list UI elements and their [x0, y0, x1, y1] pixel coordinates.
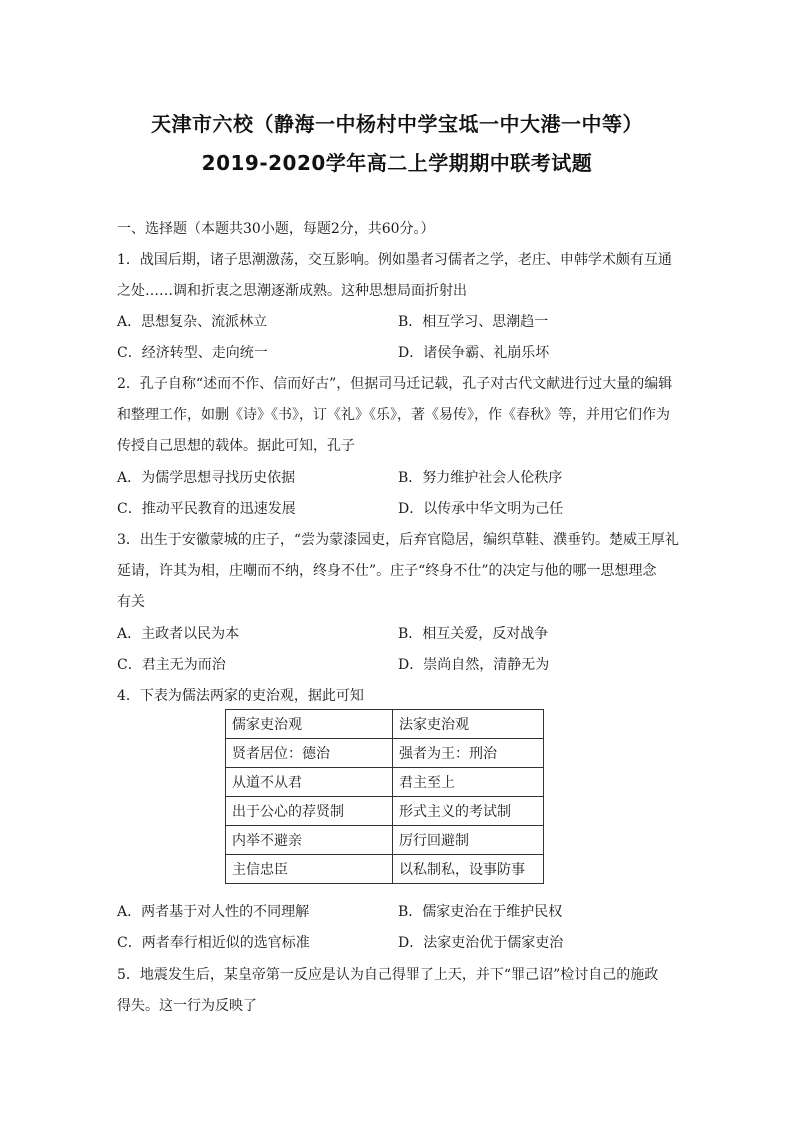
- table-cell: 从道不从君: [226, 768, 393, 797]
- q3-stem-line3: 有关: [117, 594, 145, 610]
- q2-stem-line2: 和整理工作，如删《诗》《书》，订《礼》《乐》，著《易传》，作《春秋》等，并用它们作为: [117, 407, 670, 423]
- table-cell: 主信忠臣: [226, 855, 393, 884]
- q5-stem-line1: 5．地震发生后，某皇帝第一反应是认为自己得罪了上天，并下“罪己诏”检讨自己的施政: [117, 967, 659, 983]
- table-cell: 以私制私，设事防事: [393, 855, 544, 884]
- q1-stem-line2: 之处……调和折衷之思潮逐渐成熟。这种思想局面折射出: [117, 283, 467, 299]
- q4-option-a: A．两者基于对人性的不同理解: [117, 904, 310, 920]
- table-cell: 君主至上: [393, 768, 544, 797]
- exam-title-line2: 2019-2020学年高二上学期期中联考试题: [201, 151, 593, 175]
- q3-option-a: A．主政者以民为本: [117, 626, 240, 642]
- q1-option-a: A．思想复杂、流派林立: [117, 314, 268, 330]
- q2-option-c: C．推动平民教育的迅速发展: [117, 501, 296, 517]
- q2-option-a: A．为儒学思想寻找历史依据: [117, 470, 296, 486]
- q1-option-d: D．诸侯争霸、礼崩乐坏: [398, 345, 550, 361]
- comparison-table: [225, 709, 544, 884]
- q1-option-b: B．相互学习、思潮趋一: [398, 314, 549, 330]
- table-cell: 厉行回避制: [393, 826, 544, 855]
- table-row: [226, 826, 544, 855]
- table-row: [226, 855, 544, 884]
- q2-stem-line3: 传授自己思想的载体。据此可知，孔子: [117, 438, 355, 454]
- q3-option-b: B．相互关爱，反对战争: [398, 626, 549, 642]
- q3-stem-line1: 3．出生于安徽蒙城的庄子，“尝为蒙漆园吏，后弃官隐居，编织草鞋、濮垂钓。楚威王厚礼: [117, 532, 680, 548]
- table-cell: 强者为王：刑治: [393, 739, 544, 768]
- q3-stem-line2: 延请，许其为相，庄嘲而不纳，终身不仕”。庄子“终身不仕”的决定与他的哪一思想理念: [117, 563, 657, 579]
- q3-option-c: C．君主无为而治: [117, 657, 226, 673]
- table-cell: 贤者居位：德治: [226, 739, 393, 768]
- q5-stem-line2: 得失。这一行为反映了: [117, 998, 257, 1014]
- table-row: [226, 739, 544, 768]
- table-header-cell: 法家吏治观: [393, 710, 544, 739]
- q2-option-d: D．以传承中华文明为己任: [398, 501, 564, 517]
- table-cell: 形式主义的考试制: [393, 797, 544, 826]
- table-row: [226, 768, 544, 797]
- table-cell: 出于公心的荐贤制: [226, 797, 393, 826]
- q4-option-b: B．儒家吏治在于维护民权: [398, 904, 563, 920]
- q3-option-d: D．崇尚自然，清静无为: [398, 657, 550, 673]
- table-cell: 内举不避亲: [226, 826, 393, 855]
- q2-stem-line1: 2．孔子自称“述而不作、信而好古”，但据司马迁记载，孔子对古代文献进行过大量的编辑: [117, 376, 673, 392]
- section-heading: 一、选择题（本题共30小题，每题2分，共60分。）: [117, 221, 435, 237]
- table-row: [226, 797, 544, 826]
- q4-stem-line1: 4．下表为儒法两家的吏治观，据此可知: [117, 688, 364, 704]
- q1-option-c: C．经济转型、走向统一: [117, 345, 268, 361]
- exam-title-line1: 天津市六校（静海一中杨村中学宝坻一中大港一中等）: [151, 112, 643, 136]
- table-header-cell: 儒家吏治观: [226, 710, 393, 739]
- q4-option-d: D．法家吏治优于儒家吏治: [398, 935, 564, 951]
- table-header-row: [226, 710, 544, 739]
- q4-option-c: C．两者奉行相近似的选官标准: [117, 935, 310, 951]
- q2-option-b: B．努力维护社会人伦秩序: [398, 470, 563, 486]
- q1-stem-line1: 1．战国后期，诸子思潮激荡，交互影响。例如墨者习儒者之学，老庄、申韩学术颇有互通: [117, 252, 672, 268]
